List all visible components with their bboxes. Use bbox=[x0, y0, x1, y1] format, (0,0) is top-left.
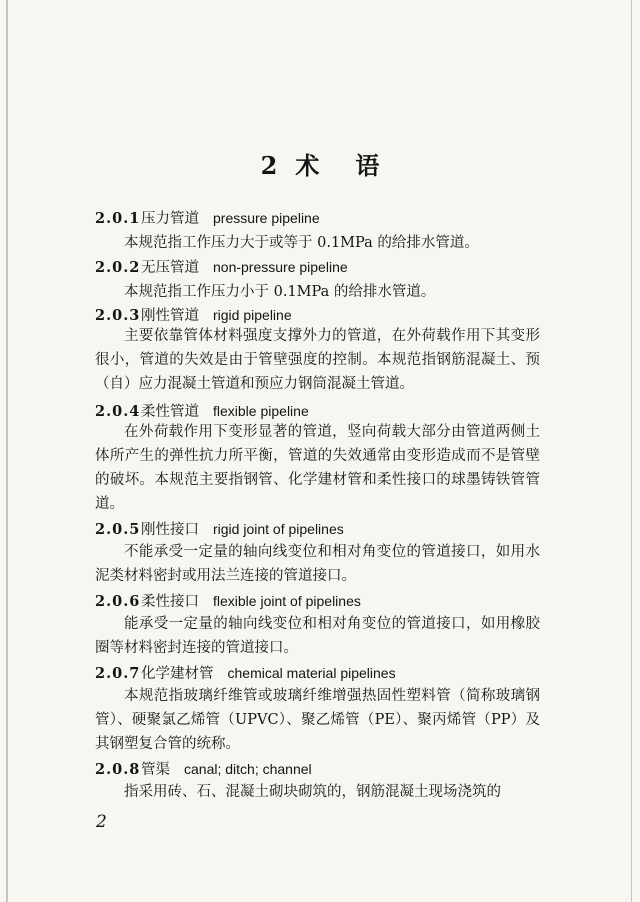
term-heading bbox=[95, 662, 396, 683]
term-chinese: 柔性接口 bbox=[141, 594, 199, 610]
term-chinese: 刚性管道 bbox=[141, 308, 199, 324]
term-english: rigid pipeline bbox=[213, 307, 292, 323]
term-heading bbox=[95, 256, 348, 277]
term-definition: 能承受一定量的轴向线变位和相对角变位的管道接口，如用橡胶圈等材料密封连接的管道接口。 bbox=[95, 616, 540, 656]
term-chinese: 管渠 bbox=[141, 762, 170, 778]
term-heading bbox=[95, 304, 292, 325]
term-definition: 指采用砖、石、混凝土砌块砌筑的，钢筋混凝土现场浇筑的 bbox=[124, 784, 501, 800]
page-number: 2 bbox=[96, 812, 107, 832]
term-english: pressure pipeline bbox=[213, 210, 320, 226]
term-number: 2.0.3 bbox=[95, 307, 141, 324]
term-definition: 在外荷载作用下变形显著的管道，竖向荷载大部分由管道两侧土体所产生的弹性抗力所平衡，管道的失效通常由变形造成而不是管壁的破坏。本规范主要指钢管、化学建材管和柔性接口的球墨铸铁管管道。 bbox=[95, 424, 540, 512]
term-english: flexible joint of pipelines bbox=[213, 593, 361, 609]
term-chinese: 压力管道 bbox=[141, 211, 199, 227]
term-chinese: 无压管道 bbox=[141, 260, 199, 276]
chapter-number: 2 bbox=[260, 151, 278, 180]
term-definition: 本规范指玻璃纤维管或玻璃纤维增强热固性塑料管（简称玻璃钢管）、硬聚氯乙烯管（UPVC）、聚乙烯管（PE）、聚丙烯管（PP）及其钢塑复合管的统称。 bbox=[95, 688, 540, 752]
term-heading bbox=[95, 207, 320, 228]
term-number: 2.0.5 bbox=[95, 521, 141, 538]
chapter-title-char-1: 术 bbox=[295, 151, 320, 180]
term-definition: 本规范指工作压力大于或等于 0.1MPa 的给排水管道。 bbox=[124, 235, 479, 251]
term-heading bbox=[95, 758, 312, 779]
term-number: 2.0.6 bbox=[95, 593, 141, 610]
term-english: chemical material pipelines bbox=[227, 665, 396, 681]
term-number: 2.0.1 bbox=[95, 210, 141, 227]
term-definition: 不能承受一定量的轴向线变位和相对角变位的管道接口，如用水泥类材料密封或用法兰连接的管道接口。 bbox=[95, 544, 540, 584]
term-number: 2.0.8 bbox=[95, 761, 141, 778]
page-edge-left bbox=[6, 0, 8, 902]
term-definition: 主要依靠管体材料强度支撑外力的管道，在外荷载作用下其变形很小，管道的失效是由于管壁强度的控制。本规范指钢筋混凝土、预（自）应力混凝土管道和预应力钢筒混凝土管道。 bbox=[95, 328, 540, 392]
term-english: flexible pipeline bbox=[213, 403, 309, 419]
page-edge-right bbox=[631, 0, 632, 902]
chapter-title-char-2: 语 bbox=[355, 151, 380, 180]
chapter-heading bbox=[0, 146, 640, 181]
term-heading bbox=[95, 400, 309, 421]
term-definition: 本规范指工作压力小于 0.1MPa 的给排水管道。 bbox=[124, 284, 436, 300]
term-english: canal; ditch; channel bbox=[184, 761, 312, 777]
term-number: 2.0.2 bbox=[95, 259, 141, 276]
term-chinese: 刚性接口 bbox=[141, 522, 199, 538]
term-number: 2.0.7 bbox=[95, 665, 141, 682]
term-heading bbox=[95, 590, 361, 611]
term-english: rigid joint of pipelines bbox=[213, 521, 344, 537]
term-english: non-pressure pipeline bbox=[213, 259, 348, 275]
term-number: 2.0.4 bbox=[95, 403, 141, 420]
term-chinese: 化学建材管 bbox=[141, 666, 214, 682]
term-heading bbox=[95, 518, 344, 539]
term-chinese: 柔性管道 bbox=[141, 404, 199, 420]
